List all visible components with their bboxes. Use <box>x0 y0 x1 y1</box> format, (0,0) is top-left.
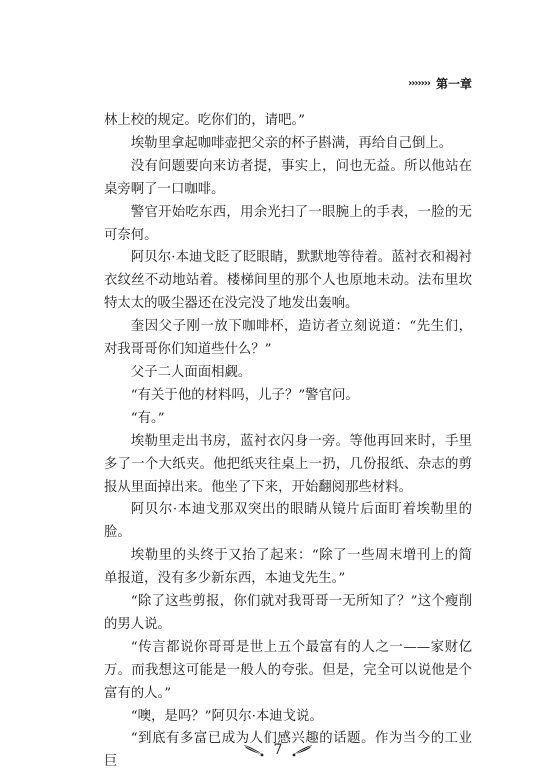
paragraph: 阿贝尔·本迪戈眨了眨眼睛，默默地等待着。蓝衬衣和褐衬衣纹丝不动地站着。楼梯间里的那个人也原地未动。法布里坎特太太的吸尘器还在没完没了地发出轰响。 <box>104 250 472 312</box>
page-number: 7 <box>273 742 283 758</box>
paragraph: “有。” <box>130 410 165 426</box>
paragraph: “传言都说你哥哥是世上五个最富有的人之一——家财亿万。而我想这可能是一般人的夸张。但是，完全可以说他是个富有的人。” <box>104 639 472 701</box>
page-footer <box>0 742 556 758</box>
paragraph: 奎因父子刚一放下咖啡杯，造访者立刻说道：“先生们，对我哥哥你们知道些什么？” <box>104 319 472 358</box>
paragraph: 没有问题要向来访者提，事实上，问也无益。所以他站在桌旁啊了一口咖啡。 <box>104 158 472 197</box>
paragraph: 埃勒里走出书房，蓝衬衣闪身一旁。等他再回来时，手里多了一个大纸夹。他把纸夹往桌上一扔，几份报纸、杂志的剪报从里面掉出来。他坐了下来，开始翻阅那些材料。 <box>104 433 472 495</box>
paragraph: 警官开始吃东西，用余光扫了一眼腕上的手表，一脸的无可奈何。 <box>104 204 472 243</box>
paragraph: “到底有多富已成为人们感兴趣的话题。作为当今的工业巨 <box>104 731 472 770</box>
body-text <box>104 110 472 774</box>
quill-right-icon <box>292 743 314 757</box>
paragraph: 林上校的规定。吃你们的，请吧。” <box>104 113 306 128</box>
paragraph: 埃勒里拿起咖啡壶把父亲的杯子斟满，再给自己倒上。 <box>130 135 453 151</box>
paragraph: 父子二人面面相觑。 <box>130 364 252 380</box>
paragraph: “除了这些剪报，你们就对我哥哥一无所知了？”这个瘦削的男人说。 <box>104 594 472 632</box>
paragraph: “有关于他的材料吗，儿子？”警官问。 <box>130 387 359 403</box>
paragraph: 阿贝尔·本迪戈那双突出的眼睛从镜片后面盯着埃勒里的脸。 <box>104 502 472 541</box>
paragraph: 埃勒里的头终于又抬了起来：“除了一些周末增刊上的简单报道，没有多少新东西，本迪戈先生。” <box>104 548 472 587</box>
chevrons-ornament: ››››››› <box>408 77 430 89</box>
quill-left-icon <box>242 743 264 757</box>
chapter-title: 第一章 <box>435 76 472 91</box>
paragraph: “噢，是吗？”阿贝尔·本迪戈说。 <box>130 708 323 724</box>
running-head <box>408 75 472 91</box>
